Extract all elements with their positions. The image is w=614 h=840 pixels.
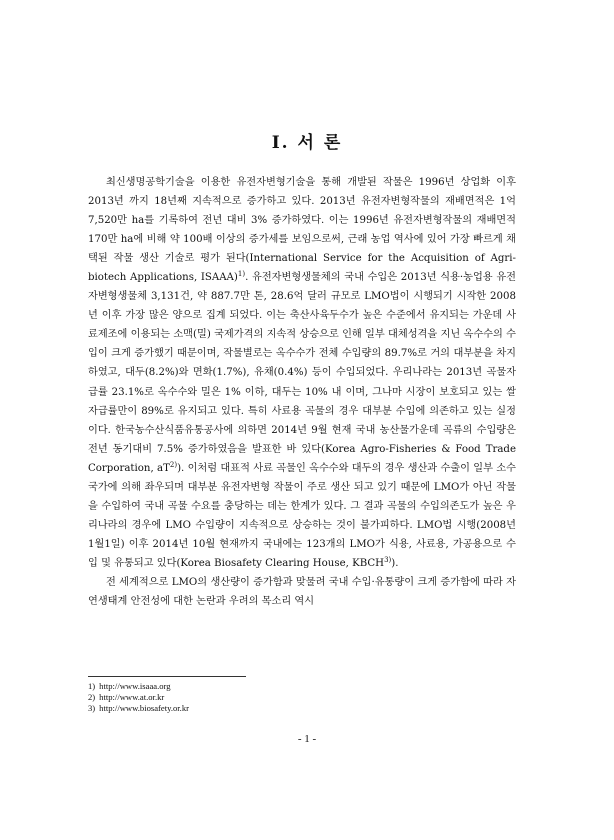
footnote-mark: 1): [88, 681, 96, 691]
p1-text-1: 최신생명공학기술을 이용한 유전자변형기술을 통해 개발된 작물은 1996년 상업화 이후 2013년 까지 18년째 지속적으로 증가하고 있다. 2013년 유전자변형작물의 재배면적은 1억 7,520만 ha를 기록하여 전년 대비 3% 증가하였다. 이는 1996년 유전자변형작물의 재배면적 170만 ha에 비해 약 100배 이상의 증가세를 보임으로써, 근래 농업 역사에 있어 가장 빠르게 채택된 작물 생산 기술로 평가 된다(International Service for the Acquisition of Agri-biotech Applications, ISAAA): [88, 177, 516, 284]
page-number: - 1 -: [297, 733, 317, 745]
p1-text-4: ).: [391, 557, 399, 569]
footnote-link[interactable]: http://www.at.or.kr: [99, 692, 165, 702]
body-text: [88, 173, 516, 611]
footnote-2: [88, 692, 516, 703]
p2-text-1: 전 세계적으로 LMO의 생산량이 증가함과 맞물려 국내 수입·유통량이 크게 증가함에 따라 자연생태계 안전성에 대한 논란과 우려의 목소리 역시: [88, 576, 516, 608]
footnote-mark: 3): [88, 703, 96, 713]
footnote-link[interactable]: http://www.biosafety.or.kr: [99, 703, 189, 713]
footnotes: [88, 681, 516, 714]
footnote-1: [88, 681, 516, 692]
p1-text-3: ). 이처럼 대표적 사료 곡물인 옥수수와 대두의 경우 생산과 수출이 일부 소수 국가에 의해 좌우되며 대부분 유전자변형 작물이 주로 생산 되고 있기 때문에 LMO가 아닌 작물을 수입하여 국내 곡물 수요를 충당하는 데는 한계가 있다. 그 결과 곡물의 수입의존도가 높은 우리나라의 경우에 LMO 수입량이 지속적으로 상승하는 것이 불가피하다. LMO법 시행(2008년 1월1일) 이후 2014년 10월 현재까지 국내에는 123개의 LMO가 식용, 사료용, 가공용으로 수입 및 유통되고 있다(Korea Biosafety Clearing House, KBCH: [88, 462, 516, 569]
footnote-mark: 2): [88, 692, 96, 702]
paragraph-1: [88, 173, 516, 573]
paragraph-2: [88, 573, 516, 611]
footnote-ref-2: 2): [169, 460, 178, 469]
section-title: I. 서 론: [271, 133, 343, 153]
footnote-link[interactable]: http://www.isaaa.org: [99, 681, 171, 691]
footnote-divider: [88, 676, 246, 677]
footnote-ref-1: 1): [237, 270, 246, 279]
footnote-ref-3: 3): [384, 555, 392, 564]
footnote-3: [88, 703, 516, 714]
p1-text-2: . 유전자변형생물체의 국내 수입은 2013년 식용·농업용 유전자변형생물체 3,131건, 약 887.7만 톤, 28.6억 달러 규모로 LMO법이 시행되기 시작한 2008년 이후 가장 많은 양으로 집계 되었다. 이는 축산사육두수가 높은 수준에서 유지되는 가운데 사료제조에 이용되는 소맥(밀) 국제가격의 지속적 상승으로 인해 일부 대체성격을 지닌 옥수수의 수입이 크게 증가했기 때문이며, 작물별로는 옥수수가 전체 수입량의 89.7%로 거의 대부분을 차지하였고, 대두(8.2%)와 면화(1.7%), 유채(0.4%) 등이 수입되었다. 우리나라는 2013년 곡물자급률 23.1%로 옥수수와 밀은 1% 이하, 대두는 10% 내 이며, 그나마 시장이 보호되고 있는 쌀 자급률만이 89%로 유지되고 있다. 특히 사료용 곡물의 경우 대부분 수입에 의존하고 있는 실정이다. 한국농수산식품유통공사에 의하면 2014년 9월 현재 국내 농산물가운데 곡류의 수입량은 전년 동기대비 7.5% 증가하였음을 발표한 바 있다(Korea Agro-Fisheries & Food Trade Corporation, aT: [88, 272, 516, 474]
